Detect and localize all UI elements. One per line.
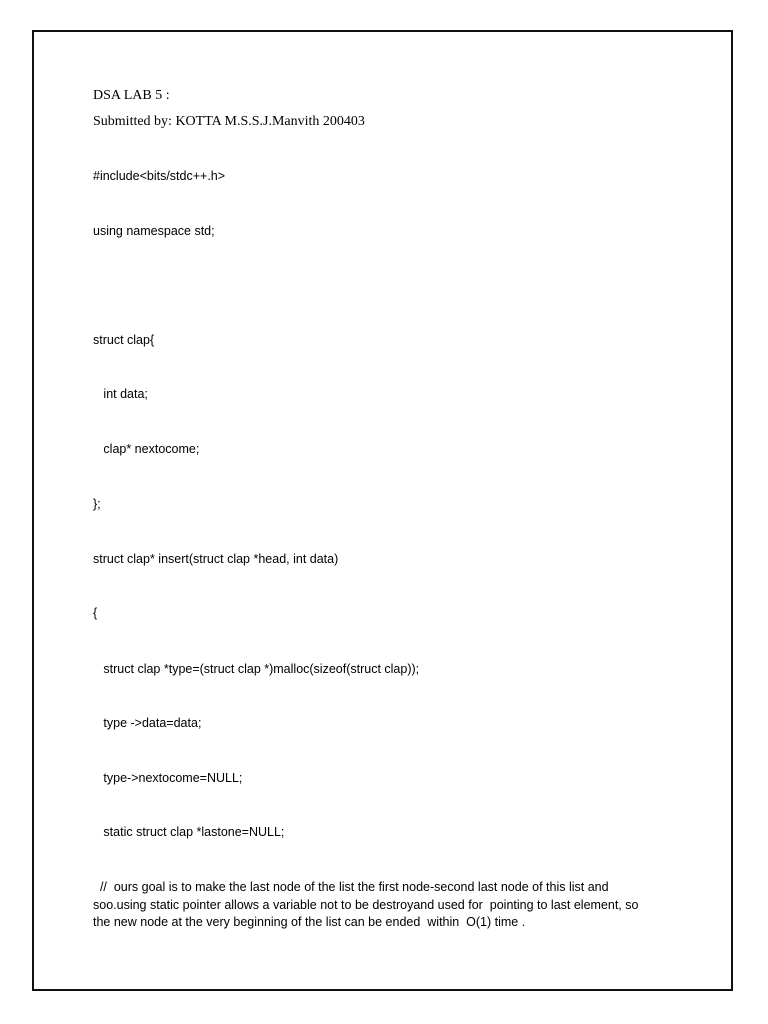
code-line: clap* nextocome;: [93, 442, 200, 456]
code-line: type ->data=data;: [93, 716, 202, 730]
lab-title: DSA LAB 5 :: [93, 88, 170, 103]
code-line: struct clap{: [93, 333, 155, 347]
submitted-by: Submitted by: KOTTA M.S.S.J.Manvith 200403: [93, 114, 365, 129]
code-line: };: [93, 497, 101, 511]
code-line: #include<bits/stdc++.h>: [93, 169, 226, 183]
code-line: using namespace std;: [93, 224, 215, 238]
code-line: static struct clap *lastone=NULL;: [93, 825, 285, 839]
code-line: struct clap *type=(struct clap *)malloc(sizeof(struct clap));: [93, 662, 420, 676]
code-line: {: [93, 606, 98, 620]
code-line: type->nextocome=NULL;: [93, 771, 243, 785]
comment-line: the new node at the very beginning of the list can be ended within O(1) time .: [93, 915, 526, 929]
code-line: int data;: [93, 387, 148, 401]
code-comment: [93, 879, 683, 932]
code-line: struct clap* insert(struct clap *head, int data): [93, 552, 339, 566]
comment-line: // ours goal is to make the last node of the list the first node-second last node of this list and: [93, 880, 609, 894]
comment-line: soo.using static pointer allows a variable not to be destroyand used for pointing to last element, so: [93, 897, 639, 912]
